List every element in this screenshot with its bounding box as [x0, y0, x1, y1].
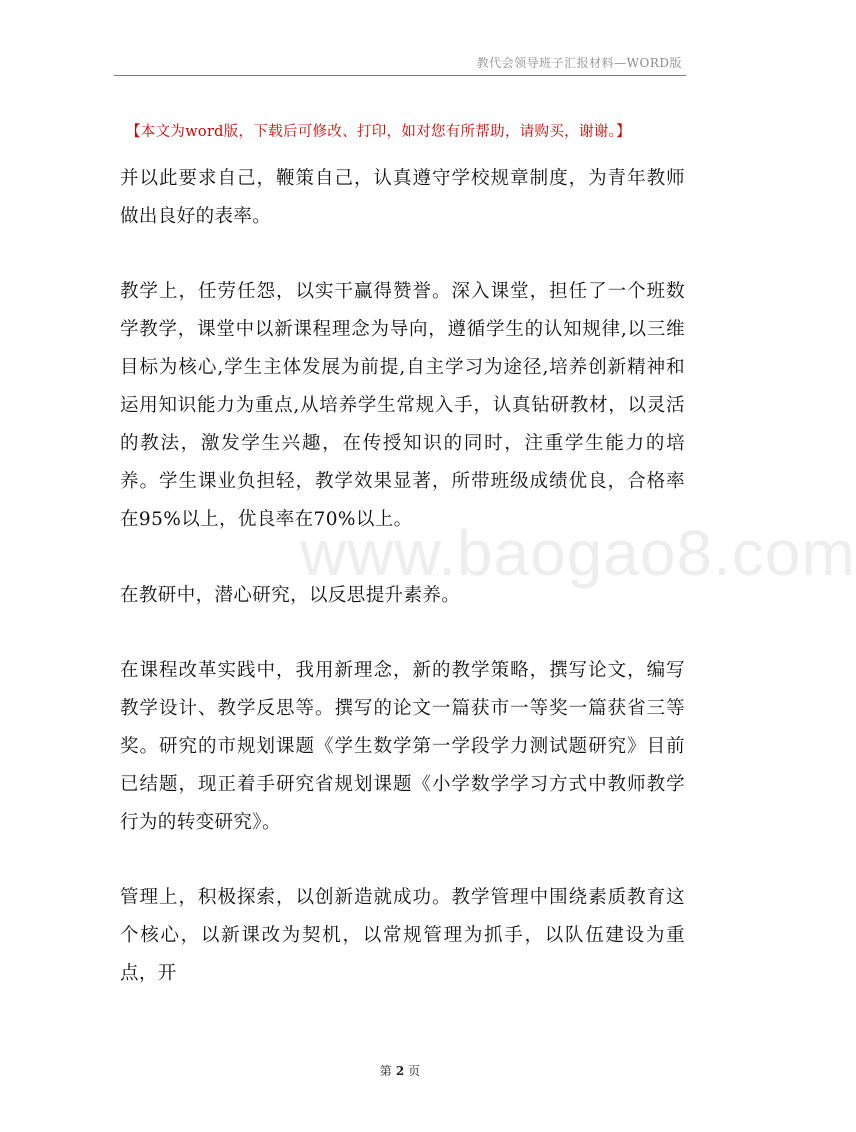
- paragraph: 教学上，任劳任怨，以实干赢得赞誉。深入课堂，担任了一个班数学教学，课堂中以新课程理念为导向，遵循学生的认知规律,以三维目标为核心,学生主体发展为前提,自主学习为途径,培养创新精神和运用知识能力为重点,从培养学生常规入手，认真钻研教材，以灵活的教法，激发学生兴趣，在传授知识的同时，注重学生能力的培养。学生课业负担轻，教学效果显著，所带班级成绩优良，合格率在95%以上，优良率在70%以上。: [120, 281, 685, 530]
- body-text: [120, 160, 685, 1030]
- running-header: 教代会领导班子汇报材料—WORD版: [476, 56, 682, 70]
- page-suffix: 页: [408, 1064, 421, 1078]
- paragraph: 在课程改革实践中，我用新理念，新的教学策略，撰写论文，编写教学设计、教学反思等。撰写的论文一篇获市一等奖一篇获省三等奖。研究的市规划课题《学生数学第一学段学力测试题研究》目前已结题，现正着手研究省规划课题《小学数学学习方式中教师教学行为的转变研究》。: [120, 660, 685, 833]
- watermark: www.baogao8.com: [300, 517, 856, 589]
- paragraph: 并以此要求自己，鞭策自己，认真遵守学校规章制度，为青年教师做出良好的表率。: [120, 168, 685, 227]
- paragraph: 在教研中，潜心研究，以反思提升素养。: [120, 585, 461, 606]
- purchase-notice: 【本文为word版，下载后可修改、打印，如对您有所帮助，请购买，谢谢。】: [126, 124, 631, 140]
- page-prefix: 第: [379, 1064, 392, 1078]
- page-number: 2: [395, 1064, 405, 1078]
- header-rule: [114, 75, 686, 76]
- paragraph: 管理上，积极探索，以创新造就成功。教学管理中围绕素质教育这个核心，以新课改为契机，以常规管理为抓手，以队伍建设为重点，开: [120, 887, 685, 984]
- page-number-footer: [0, 1062, 800, 1079]
